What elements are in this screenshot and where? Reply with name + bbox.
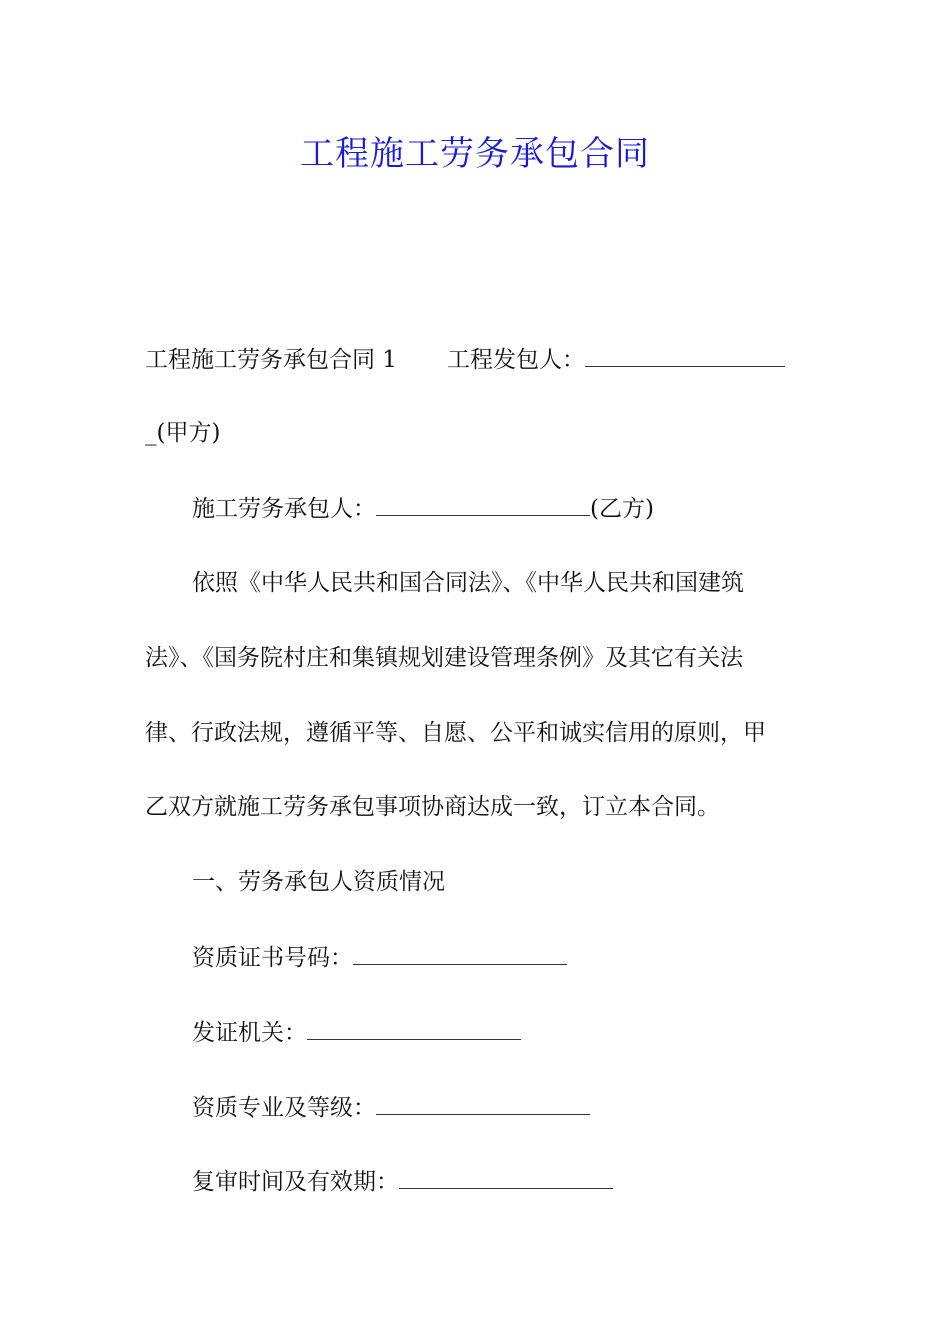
issuing-authority-label: 发证机关： xyxy=(192,1020,307,1046)
issuing-authority-blank[interactable] xyxy=(307,1017,521,1040)
contractor-label: 施工劳务承包人： xyxy=(192,496,376,522)
certificate-number-line xyxy=(192,942,567,973)
paragraph-line: 依照《中华人民共和国合同法》、《中华人民共和国建筑 xyxy=(192,570,744,596)
issuing-authority-line xyxy=(192,1017,521,1048)
employer-blank[interactable] xyxy=(585,344,785,367)
contract-line-employer xyxy=(145,344,785,375)
paragraph-line: 乙双方就施工劳务承包事项协商达成一致，订立本合同。 xyxy=(145,794,720,820)
contractor-blank[interactable] xyxy=(376,493,590,516)
document-title: 工程施工劳务承包合同 xyxy=(300,134,650,174)
paragraph-line: 律、行政法规，遵循平等、自愿、公平和诚实信用的原则，甲 xyxy=(145,720,766,746)
review-validity-blank[interactable] xyxy=(399,1166,613,1189)
review-validity-label: 复审时间及有效期： xyxy=(192,1169,399,1195)
paragraph-line: 法》、《国务院村庄和集镇规划建设管理条例》及其它有关法 xyxy=(145,645,743,671)
qualification-grade-blank[interactable] xyxy=(376,1092,590,1115)
qualification-grade-label: 资质专业及等级： xyxy=(192,1095,376,1121)
contractor-line xyxy=(192,493,654,524)
certificate-number-label: 资质证书号码： xyxy=(192,945,353,971)
contract-name-text: 工程施工劳务承包合同 1 xyxy=(145,347,397,373)
employer-label: 工程发包人： xyxy=(446,347,585,373)
review-validity-line xyxy=(192,1166,613,1197)
section-heading: 一、劳务承包人资质情况 xyxy=(192,869,445,895)
qualification-grade-line xyxy=(192,1092,590,1123)
party-a-label: _(甲方) xyxy=(145,420,221,446)
certificate-number-blank[interactable] xyxy=(353,942,567,965)
party-b-label: (乙方) xyxy=(590,496,654,522)
